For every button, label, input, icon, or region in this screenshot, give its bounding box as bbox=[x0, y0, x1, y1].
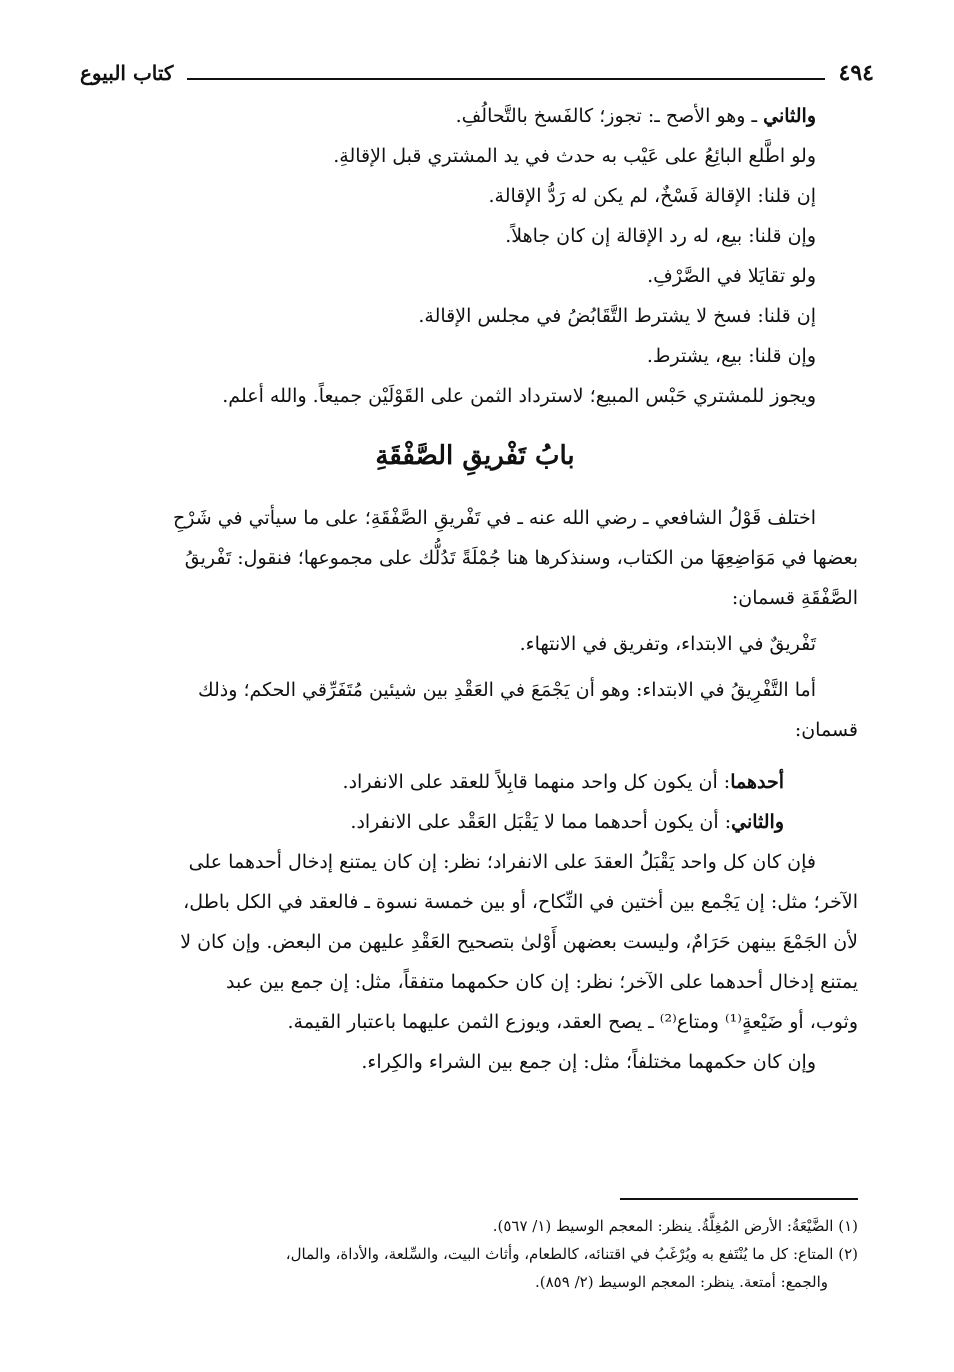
paragraph-lead: والثاني bbox=[763, 105, 816, 127]
paragraph bbox=[92, 762, 858, 802]
paragraph-lead: والثاني bbox=[731, 811, 784, 833]
page-number: ٤٩٤ bbox=[838, 60, 874, 86]
paragraph: ولو اطَّلع البائِعُ على عَيْب به حدث في يد المشتري قبل الإقالةِ. bbox=[333, 145, 816, 167]
running-title: كتاب البيوع bbox=[80, 61, 174, 85]
paragraph bbox=[92, 96, 858, 136]
paragraph-line: الصَّفْقَةِ قسمان: bbox=[731, 587, 858, 609]
paragraph-line: أما التَّفْرِيقُ في الابتداء: وهو أن يَجْمَعَ في العَقْدِ بين شيئين مُتَفَرِّقي الحكم؛ وذلك bbox=[197, 679, 816, 701]
paragraph-text: : أن يكون كل واحد منهما قابِلاً للعقد على الانفراد. bbox=[342, 771, 731, 793]
page-header bbox=[80, 56, 874, 90]
paragraph: ولو تقايَلا في الصَّرْفِ. bbox=[647, 265, 816, 287]
paragraph: تَفْريقٌ في الابتداء، وتفريق في الانتهاء. bbox=[519, 633, 816, 655]
paragraph-line: لأن الجَمْعَ بينهن حَرَامٌ، وليست بعضهن أَوْلىٰ بتصحيح العَقْدِ عليهن من البعض. وإن كان لا bbox=[180, 931, 858, 953]
footnote-separator bbox=[620, 1198, 858, 1200]
paragraph-lead: أحدهما bbox=[730, 771, 784, 793]
footnote-1: (١) الضَّيْعَةُ: الأرض المُغِلَّةُ. ينظر: المعجم الوسيط (١/ ٥٦٧). bbox=[492, 1217, 858, 1235]
paragraph-line: يمتنع إدخال أحدهما على الآخر؛ نظر: إن كان حكمهما متفقاً، مثل: إن جمع بين عبد bbox=[225, 971, 858, 993]
paragraph: وإن قلنا: بيع، يشترط. bbox=[646, 345, 816, 367]
paragraph: وإن قلنا: بيع، له رد الإقالة إن كان جاهلاً. bbox=[505, 225, 816, 247]
paragraph: إن قلنا: فسخ لا يشترط التَّقَابُضُ في مجلس الإقالة. bbox=[418, 305, 816, 327]
paragraph-line: فإن كان كل واحد يَقْبَلُ العقدَ على الانفراد؛ نظر: إن كان يمتنع إدخال أحدهما على bbox=[188, 851, 816, 873]
footnotes bbox=[92, 1212, 858, 1296]
paragraph-line: بعضها في مَوَاضِعِهَا من الكتاب، وسنذكرها هنا جُمْلَةً تَدُلُّك على مجموعها؛ فنقول: تَفْريقُ bbox=[184, 547, 858, 569]
main-text bbox=[92, 96, 858, 1082]
section-title: بابُ تَفْريقِ الصَّفْقَةِ bbox=[375, 441, 575, 471]
paragraph-line: وثوب، أو ضَيْعةٍ⁽¹⁾ ومتاع⁽²⁾ ـ يصح العقد، ويوزع الثمن عليهما باعتبار القيمة. bbox=[287, 1011, 858, 1033]
paragraph: ويجوز للمشتري حَبْس المبيع؛ لاسترداد الثمن على القَوْلَيْن جميعاً. والله أعلم. bbox=[222, 385, 816, 407]
header-rule bbox=[187, 78, 824, 80]
footnote-2-continuation: والجمع: أمتعة. ينظر: المعجم الوسيط (٢/ ٨٥٩). bbox=[535, 1273, 828, 1291]
paragraph bbox=[92, 802, 858, 842]
paragraph: وإن كان حكمهما مختلفاً؛ مثل: إن جمع بين الشراء والكِراء. bbox=[361, 1051, 816, 1073]
paragraph-line: الآخر؛ مثل: إن يَجْمع بين أختين في النِّكاح، أو بين خمسة نسوة ـ فالعقد في الكل باطل، bbox=[183, 891, 858, 913]
paragraph-line: اختلف قَوْلُ الشافعي ـ رضي الله عنه ـ في تَفْريقِ الصَّفْقَةِ؛ على ما سيأتي في شَرْحِ bbox=[173, 507, 816, 529]
footnote-2: (٢) المتاع: كل ما يُنْتَفع به ويُرْغَبُ في اقتنائه، كالطعام، وأثاث البيت، والسِّلعة، والأداة، والمال، bbox=[285, 1245, 858, 1263]
paragraph-text: ـ وهو الأصح ـ: تجوز؛ كالفَسخ بالتَّحالُفِ. bbox=[455, 105, 764, 127]
paragraph: إن قلنا: الإقالة فَسْخٌ، لم يكن له رَدُّ الإقالة. bbox=[488, 185, 816, 207]
paragraph-text: : أن يكون أحدهما مما لا يَقْبَل العَقْد على الانفراد. bbox=[350, 811, 732, 833]
paragraph-line: قسمان: bbox=[794, 719, 858, 741]
